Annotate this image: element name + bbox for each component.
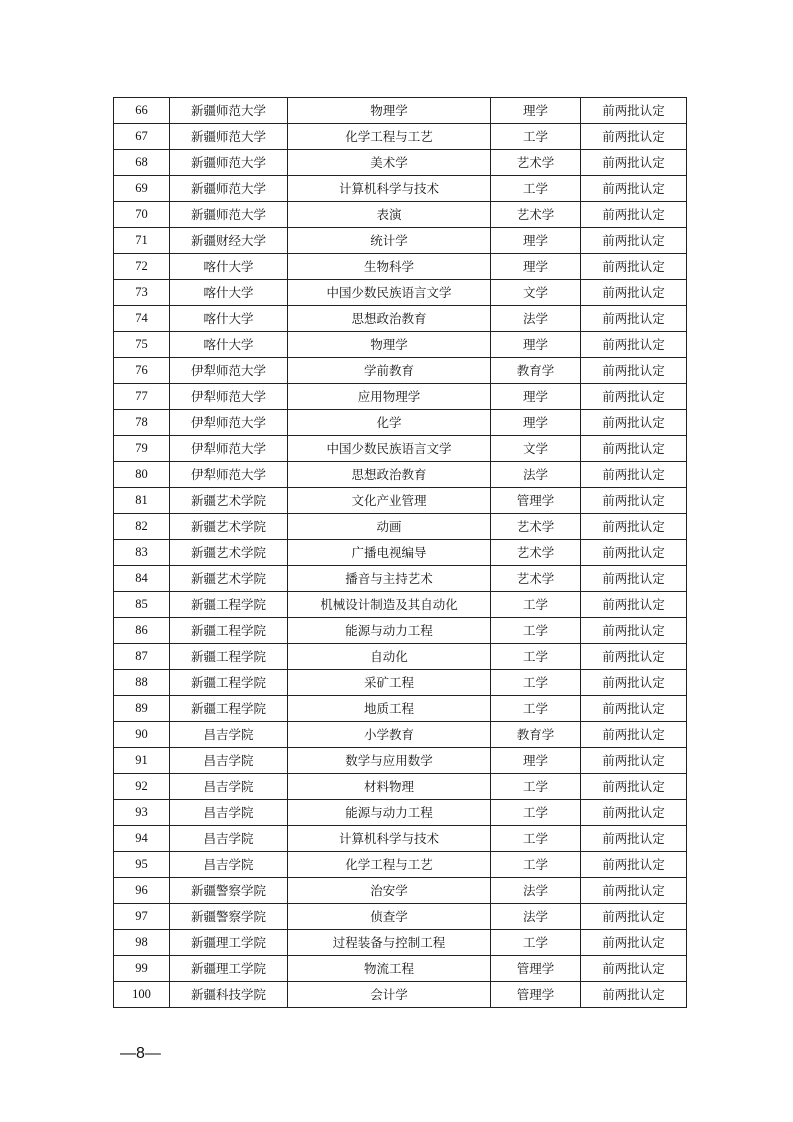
row-number: 95 <box>114 852 170 878</box>
row-number: 82 <box>114 514 170 540</box>
certification-status: 前两批认定 <box>581 852 687 878</box>
discipline-category: 工学 <box>491 592 581 618</box>
university-name: 昌吉学院 <box>170 852 288 878</box>
table-row <box>114 696 687 722</box>
university-name: 伊犁师范大学 <box>170 462 288 488</box>
certification-status: 前两批认定 <box>581 826 687 852</box>
university-name: 新疆师范大学 <box>170 98 288 124</box>
row-number: 97 <box>114 904 170 930</box>
row-number: 84 <box>114 566 170 592</box>
discipline-category: 法学 <box>491 306 581 332</box>
row-number: 88 <box>114 670 170 696</box>
row-number: 85 <box>114 592 170 618</box>
table-body <box>114 98 687 1008</box>
row-number: 92 <box>114 774 170 800</box>
university-name: 昌吉学院 <box>170 774 288 800</box>
university-name: 新疆工程学院 <box>170 696 288 722</box>
discipline-category: 艺术学 <box>491 150 581 176</box>
row-number: 80 <box>114 462 170 488</box>
discipline-category: 理学 <box>491 748 581 774</box>
certification-status: 前两批认定 <box>581 436 687 462</box>
certification-status: 前两批认定 <box>581 592 687 618</box>
row-number: 79 <box>114 436 170 462</box>
table-row <box>114 722 687 748</box>
row-number: 77 <box>114 384 170 410</box>
certification-status: 前两批认定 <box>581 670 687 696</box>
row-number: 91 <box>114 748 170 774</box>
certification-status: 前两批认定 <box>581 150 687 176</box>
majors-table <box>113 97 687 1008</box>
university-name: 喀什大学 <box>170 306 288 332</box>
university-name: 新疆艺术学院 <box>170 514 288 540</box>
discipline-category: 工学 <box>491 696 581 722</box>
row-number: 99 <box>114 956 170 982</box>
row-number: 67 <box>114 124 170 150</box>
certification-status: 前两批认定 <box>581 982 687 1008</box>
table-row <box>114 904 687 930</box>
discipline-category: 工学 <box>491 644 581 670</box>
major-name: 数学与应用数学 <box>288 748 491 774</box>
major-name: 思想政治教育 <box>288 306 491 332</box>
university-name: 新疆工程学院 <box>170 618 288 644</box>
major-name: 侦查学 <box>288 904 491 930</box>
certification-status: 前两批认定 <box>581 306 687 332</box>
major-name: 统计学 <box>288 228 491 254</box>
university-name: 喀什大学 <box>170 280 288 306</box>
university-name: 昌吉学院 <box>170 748 288 774</box>
discipline-category: 文学 <box>491 436 581 462</box>
discipline-category: 艺术学 <box>491 202 581 228</box>
university-name: 昌吉学院 <box>170 722 288 748</box>
row-number: 72 <box>114 254 170 280</box>
certification-status: 前两批认定 <box>581 332 687 358</box>
certification-status: 前两批认定 <box>581 566 687 592</box>
major-name: 治安学 <box>288 878 491 904</box>
discipline-category: 法学 <box>491 462 581 488</box>
table-row <box>114 176 687 202</box>
certification-status: 前两批认定 <box>581 618 687 644</box>
table-row <box>114 358 687 384</box>
certification-status: 前两批认定 <box>581 280 687 306</box>
major-name: 生物科学 <box>288 254 491 280</box>
university-name: 喀什大学 <box>170 332 288 358</box>
major-name: 能源与动力工程 <box>288 800 491 826</box>
certification-status: 前两批认定 <box>581 722 687 748</box>
major-name: 机械设计制造及其自动化 <box>288 592 491 618</box>
table-row <box>114 488 687 514</box>
discipline-category: 管理学 <box>491 982 581 1008</box>
university-name: 新疆艺术学院 <box>170 540 288 566</box>
certification-status: 前两批认定 <box>581 800 687 826</box>
certification-status: 前两批认定 <box>581 956 687 982</box>
discipline-category: 工学 <box>491 618 581 644</box>
major-name: 应用物理学 <box>288 384 491 410</box>
discipline-category: 理学 <box>491 384 581 410</box>
row-number: 89 <box>114 696 170 722</box>
table-row <box>114 98 687 124</box>
major-name: 过程装备与控制工程 <box>288 930 491 956</box>
certification-status: 前两批认定 <box>581 514 687 540</box>
row-number: 83 <box>114 540 170 566</box>
row-number: 96 <box>114 878 170 904</box>
row-number: 78 <box>114 410 170 436</box>
university-name: 昌吉学院 <box>170 800 288 826</box>
table-row <box>114 618 687 644</box>
certification-status: 前两批认定 <box>581 98 687 124</box>
certification-status: 前两批认定 <box>581 410 687 436</box>
table-row <box>114 306 687 332</box>
discipline-category: 工学 <box>491 930 581 956</box>
major-name: 表演 <box>288 202 491 228</box>
certification-status: 前两批认定 <box>581 774 687 800</box>
university-name: 新疆理工学院 <box>170 930 288 956</box>
university-name: 新疆财经大学 <box>170 228 288 254</box>
certification-status: 前两批认定 <box>581 644 687 670</box>
table-row <box>114 670 687 696</box>
table-row <box>114 566 687 592</box>
row-number: 69 <box>114 176 170 202</box>
table-row <box>114 930 687 956</box>
major-name: 文化产业管理 <box>288 488 491 514</box>
row-number: 74 <box>114 306 170 332</box>
table-row <box>114 956 687 982</box>
page-number: —8— <box>120 1045 161 1062</box>
table-row <box>114 540 687 566</box>
university-name: 新疆理工学院 <box>170 956 288 982</box>
table-row <box>114 514 687 540</box>
row-number: 100 <box>114 982 170 1008</box>
row-number: 98 <box>114 930 170 956</box>
table-row <box>114 384 687 410</box>
certification-status: 前两批认定 <box>581 696 687 722</box>
major-name: 自动化 <box>288 644 491 670</box>
certification-status: 前两批认定 <box>581 462 687 488</box>
certification-status: 前两批认定 <box>581 202 687 228</box>
discipline-category: 工学 <box>491 670 581 696</box>
discipline-category: 法学 <box>491 878 581 904</box>
table-row <box>114 462 687 488</box>
discipline-category: 管理学 <box>491 488 581 514</box>
certification-status: 前两批认定 <box>581 540 687 566</box>
table-row <box>114 592 687 618</box>
row-number: 76 <box>114 358 170 384</box>
certification-status: 前两批认定 <box>581 930 687 956</box>
row-number: 73 <box>114 280 170 306</box>
table-row <box>114 254 687 280</box>
discipline-category: 理学 <box>491 332 581 358</box>
major-name: 计算机科学与技术 <box>288 826 491 852</box>
university-name: 新疆工程学院 <box>170 592 288 618</box>
university-name: 伊犁师范大学 <box>170 358 288 384</box>
certification-status: 前两批认定 <box>581 124 687 150</box>
certification-status: 前两批认定 <box>581 176 687 202</box>
university-name: 新疆师范大学 <box>170 176 288 202</box>
university-name: 新疆科技学院 <box>170 982 288 1008</box>
major-name: 播音与主持艺术 <box>288 566 491 592</box>
table-row <box>114 436 687 462</box>
certification-status: 前两批认定 <box>581 358 687 384</box>
certification-status: 前两批认定 <box>581 228 687 254</box>
table-row <box>114 202 687 228</box>
discipline-category: 理学 <box>491 410 581 436</box>
major-name: 计算机科学与技术 <box>288 176 491 202</box>
university-name: 新疆师范大学 <box>170 124 288 150</box>
row-number: 70 <box>114 202 170 228</box>
discipline-category: 文学 <box>491 280 581 306</box>
row-number: 93 <box>114 800 170 826</box>
table-row <box>114 644 687 670</box>
table-row <box>114 280 687 306</box>
university-name: 新疆师范大学 <box>170 202 288 228</box>
table-row <box>114 748 687 774</box>
major-name: 小学教育 <box>288 722 491 748</box>
discipline-category: 理学 <box>491 228 581 254</box>
certification-status: 前两批认定 <box>581 254 687 280</box>
major-name: 材料物理 <box>288 774 491 800</box>
table-row <box>114 982 687 1008</box>
discipline-category: 管理学 <box>491 956 581 982</box>
university-name: 新疆师范大学 <box>170 150 288 176</box>
university-name: 伊犁师范大学 <box>170 410 288 436</box>
university-name: 新疆警察学院 <box>170 904 288 930</box>
row-number: 71 <box>114 228 170 254</box>
discipline-category: 艺术学 <box>491 540 581 566</box>
major-name: 美术学 <box>288 150 491 176</box>
discipline-category: 法学 <box>491 904 581 930</box>
discipline-category: 理学 <box>491 98 581 124</box>
discipline-category: 工学 <box>491 826 581 852</box>
table-row <box>114 124 687 150</box>
table-row <box>114 410 687 436</box>
university-name: 新疆警察学院 <box>170 878 288 904</box>
major-name: 中国少数民族语言文学 <box>288 436 491 462</box>
discipline-category: 艺术学 <box>491 514 581 540</box>
row-number: 81 <box>114 488 170 514</box>
certification-status: 前两批认定 <box>581 488 687 514</box>
major-name: 会计学 <box>288 982 491 1008</box>
table-row <box>114 332 687 358</box>
discipline-category: 工学 <box>491 774 581 800</box>
row-number: 94 <box>114 826 170 852</box>
major-name: 中国少数民族语言文学 <box>288 280 491 306</box>
major-name: 化学 <box>288 410 491 436</box>
row-number: 86 <box>114 618 170 644</box>
major-name: 化学工程与工艺 <box>288 124 491 150</box>
row-number: 66 <box>114 98 170 124</box>
table-row <box>114 150 687 176</box>
certification-status: 前两批认定 <box>581 878 687 904</box>
university-name: 新疆工程学院 <box>170 670 288 696</box>
certification-status: 前两批认定 <box>581 904 687 930</box>
row-number: 68 <box>114 150 170 176</box>
major-name: 地质工程 <box>288 696 491 722</box>
major-name: 思想政治教育 <box>288 462 491 488</box>
table-row <box>114 774 687 800</box>
major-name: 物理学 <box>288 332 491 358</box>
university-name: 伊犁师范大学 <box>170 384 288 410</box>
university-name: 喀什大学 <box>170 254 288 280</box>
row-number: 87 <box>114 644 170 670</box>
table-row <box>114 852 687 878</box>
discipline-category: 艺术学 <box>491 566 581 592</box>
discipline-category: 工学 <box>491 852 581 878</box>
university-name: 伊犁师范大学 <box>170 436 288 462</box>
major-name: 物理学 <box>288 98 491 124</box>
university-name: 新疆艺术学院 <box>170 488 288 514</box>
table-row <box>114 826 687 852</box>
table-row <box>114 228 687 254</box>
major-name: 广播电视编导 <box>288 540 491 566</box>
university-name: 昌吉学院 <box>170 826 288 852</box>
discipline-category: 教育学 <box>491 358 581 384</box>
major-name: 学前教育 <box>288 358 491 384</box>
discipline-category: 理学 <box>491 254 581 280</box>
row-number: 75 <box>114 332 170 358</box>
major-name: 能源与动力工程 <box>288 618 491 644</box>
major-name: 采矿工程 <box>288 670 491 696</box>
discipline-category: 工学 <box>491 800 581 826</box>
major-name: 化学工程与工艺 <box>288 852 491 878</box>
discipline-category: 工学 <box>491 124 581 150</box>
table-row <box>114 800 687 826</box>
row-number: 90 <box>114 722 170 748</box>
discipline-category: 教育学 <box>491 722 581 748</box>
certification-status: 前两批认定 <box>581 384 687 410</box>
table-row <box>114 878 687 904</box>
discipline-category: 工学 <box>491 176 581 202</box>
certification-status: 前两批认定 <box>581 748 687 774</box>
major-name: 动画 <box>288 514 491 540</box>
university-name: 新疆艺术学院 <box>170 566 288 592</box>
university-name: 新疆工程学院 <box>170 644 288 670</box>
major-name: 物流工程 <box>288 956 491 982</box>
